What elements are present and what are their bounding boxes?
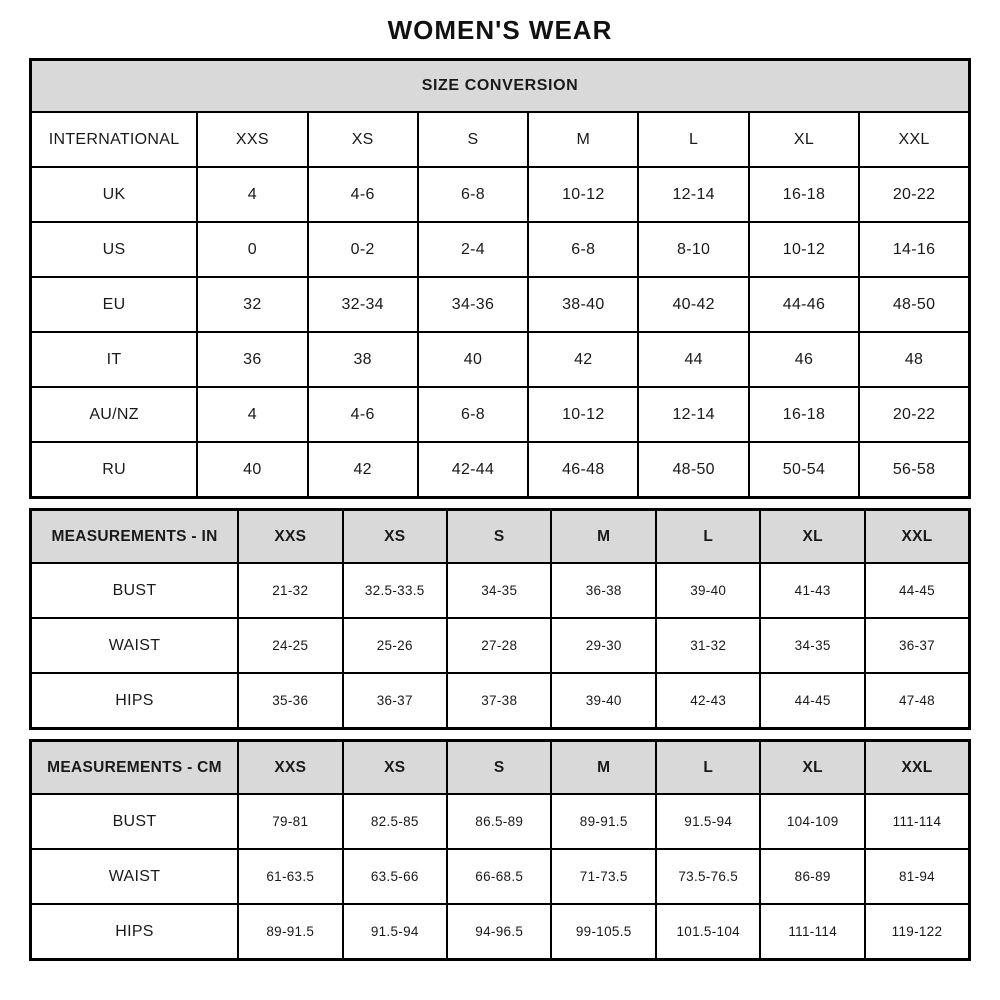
value-cell: 35-36 (238, 673, 342, 729)
value-cell: 36-37 (343, 673, 447, 729)
value-cell: 99-105.5 (551, 904, 655, 960)
column-header-xxl: XXL (859, 112, 969, 167)
value-cell: 42-44 (418, 442, 528, 498)
value-cell: 91.5-94 (656, 794, 760, 849)
row-label: HIPS (31, 673, 239, 729)
value-cell: 44-45 (865, 563, 970, 618)
table-row (31, 442, 970, 498)
value-cell: 86-89 (760, 849, 864, 904)
measurements-in-table (29, 508, 971, 730)
value-cell: 38 (308, 332, 418, 387)
value-cell: 89-91.5 (551, 794, 655, 849)
value-cell: 12-14 (638, 167, 748, 222)
measurements_cm-header-label: MEASUREMENTS - CM (31, 741, 239, 795)
column-header-s: S (447, 510, 551, 564)
value-cell: 8-10 (638, 222, 748, 277)
column-header-s: S (447, 741, 551, 795)
value-cell: 39-40 (656, 563, 760, 618)
value-cell: 0 (197, 222, 307, 277)
value-cell: 12-14 (638, 387, 748, 442)
column-header-xs: XS (343, 510, 447, 564)
value-cell: 34-35 (447, 563, 551, 618)
table-row (31, 387, 970, 442)
column-header-xxl: XXL (865, 741, 970, 795)
row-label: IT (31, 332, 198, 387)
column-header-xxs: XXS (238, 741, 342, 795)
value-cell: 2-4 (418, 222, 528, 277)
column-header-m: M (551, 510, 655, 564)
value-cell: 10-12 (749, 222, 859, 277)
column-header-m: M (528, 112, 638, 167)
column-header-xxs: XXS (197, 112, 307, 167)
measurements_cm-header-row (31, 741, 970, 795)
column-header-xl: XL (749, 112, 859, 167)
value-cell: 66-68.5 (447, 849, 551, 904)
value-cell: 10-12 (528, 387, 638, 442)
table-row (31, 673, 970, 729)
table-row (31, 167, 970, 222)
value-cell: 4 (197, 387, 307, 442)
value-cell: 21-32 (238, 563, 342, 618)
value-cell: 6-8 (418, 167, 528, 222)
value-cell: 20-22 (859, 167, 969, 222)
row-label: BUST (31, 563, 239, 618)
table-row (31, 222, 970, 277)
value-cell: 50-54 (749, 442, 859, 498)
row-label: HIPS (31, 904, 239, 960)
value-cell: 0-2 (308, 222, 418, 277)
value-cell: 101.5-104 (656, 904, 760, 960)
value-cell: 44-45 (760, 673, 864, 729)
page-title: WOMEN'S WEAR (387, 15, 613, 45)
table-row (31, 332, 970, 387)
value-cell: 16-18 (749, 387, 859, 442)
value-cell: 32 (197, 277, 307, 332)
value-cell: 56-58 (859, 442, 969, 498)
value-cell: 89-91.5 (238, 904, 342, 960)
value-cell: 14-16 (859, 222, 969, 277)
value-cell: 32.5-33.5 (343, 563, 447, 618)
value-cell: 41-43 (760, 563, 864, 618)
value-cell: 42 (308, 442, 418, 498)
value-cell: 34-36 (418, 277, 528, 332)
value-cell: 20-22 (859, 387, 969, 442)
value-cell: 94-96.5 (447, 904, 551, 960)
value-cell: 79-81 (238, 794, 342, 849)
measurements-cm-table (29, 739, 971, 961)
value-cell: 32-34 (308, 277, 418, 332)
value-cell: 40 (197, 442, 307, 498)
value-cell: 47-48 (865, 673, 970, 729)
value-cell: 91.5-94 (343, 904, 447, 960)
value-cell: 73.5-76.5 (656, 849, 760, 904)
table-row (31, 794, 970, 849)
value-cell: 31-32 (656, 618, 760, 673)
column-header-xxs: XXS (238, 510, 342, 564)
value-cell: 46-48 (528, 442, 638, 498)
value-cell: 36 (197, 332, 307, 387)
value-cell: 44-46 (749, 277, 859, 332)
row-label: BUST (31, 794, 239, 849)
value-cell: 42-43 (656, 673, 760, 729)
value-cell: 36-38 (551, 563, 655, 618)
column-header-l: L (656, 510, 760, 564)
value-cell: 34-35 (760, 618, 864, 673)
measurements_in-header-row (31, 510, 970, 564)
value-cell: 40 (418, 332, 528, 387)
column-header-l: L (656, 741, 760, 795)
row-label: RU (31, 442, 198, 498)
value-cell: 42 (528, 332, 638, 387)
value-cell: 40-42 (638, 277, 748, 332)
value-cell: 27-28 (447, 618, 551, 673)
value-cell: 111-114 (760, 904, 864, 960)
value-cell: 24-25 (238, 618, 342, 673)
value-cell: 4-6 (308, 387, 418, 442)
value-cell: 71-73.5 (551, 849, 655, 904)
column-header-xs: XS (343, 741, 447, 795)
value-cell: 48-50 (638, 442, 748, 498)
measurements_in-header-label: MEASUREMENTS - IN (31, 510, 239, 564)
value-cell: 25-26 (343, 618, 447, 673)
row-label: UK (31, 167, 198, 222)
column-header-l: L (638, 112, 748, 167)
value-cell: 44 (638, 332, 748, 387)
size-conversion-table (29, 58, 971, 499)
value-cell: 29-30 (551, 618, 655, 673)
value-cell: 46 (749, 332, 859, 387)
column-header-m: M (551, 741, 655, 795)
value-cell: 82.5-85 (343, 794, 447, 849)
value-cell: 6-8 (418, 387, 528, 442)
value-cell: 4 (197, 167, 307, 222)
row-label: WAIST (31, 849, 239, 904)
column-header-xs: XS (308, 112, 418, 167)
value-cell: 4-6 (308, 167, 418, 222)
table-row (31, 904, 970, 960)
column-header-xl: XL (760, 741, 864, 795)
value-cell: 48-50 (859, 277, 969, 332)
row-label: EU (31, 277, 198, 332)
value-cell: 10-12 (528, 167, 638, 222)
value-cell: 48 (859, 332, 969, 387)
value-cell: 111-114 (865, 794, 970, 849)
size_conversion-banner: SIZE CONVERSION (31, 60, 970, 113)
row-label: US (31, 222, 198, 277)
value-cell: 6-8 (528, 222, 638, 277)
table-row (31, 563, 970, 618)
value-cell: 38-40 (528, 277, 638, 332)
row-label: AU/NZ (31, 387, 198, 442)
value-cell: 104-109 (760, 794, 864, 849)
table-row (31, 849, 970, 904)
column-header-xxl: XXL (865, 510, 970, 564)
value-cell: 63.5-66 (343, 849, 447, 904)
value-cell: 39-40 (551, 673, 655, 729)
table-row (31, 277, 970, 332)
size_conversion-header-row (31, 112, 970, 167)
value-cell: 16-18 (749, 167, 859, 222)
table-row (31, 618, 970, 673)
column-header-s: S (418, 112, 528, 167)
row-label: WAIST (31, 618, 239, 673)
column-header-xl: XL (760, 510, 864, 564)
value-cell: 119-122 (865, 904, 970, 960)
value-cell: 86.5-89 (447, 794, 551, 849)
value-cell: 37-38 (447, 673, 551, 729)
size_conversion-header-label: INTERNATIONAL (31, 112, 198, 167)
value-cell: 61-63.5 (238, 849, 342, 904)
value-cell: 36-37 (865, 618, 970, 673)
value-cell: 81-94 (865, 849, 970, 904)
